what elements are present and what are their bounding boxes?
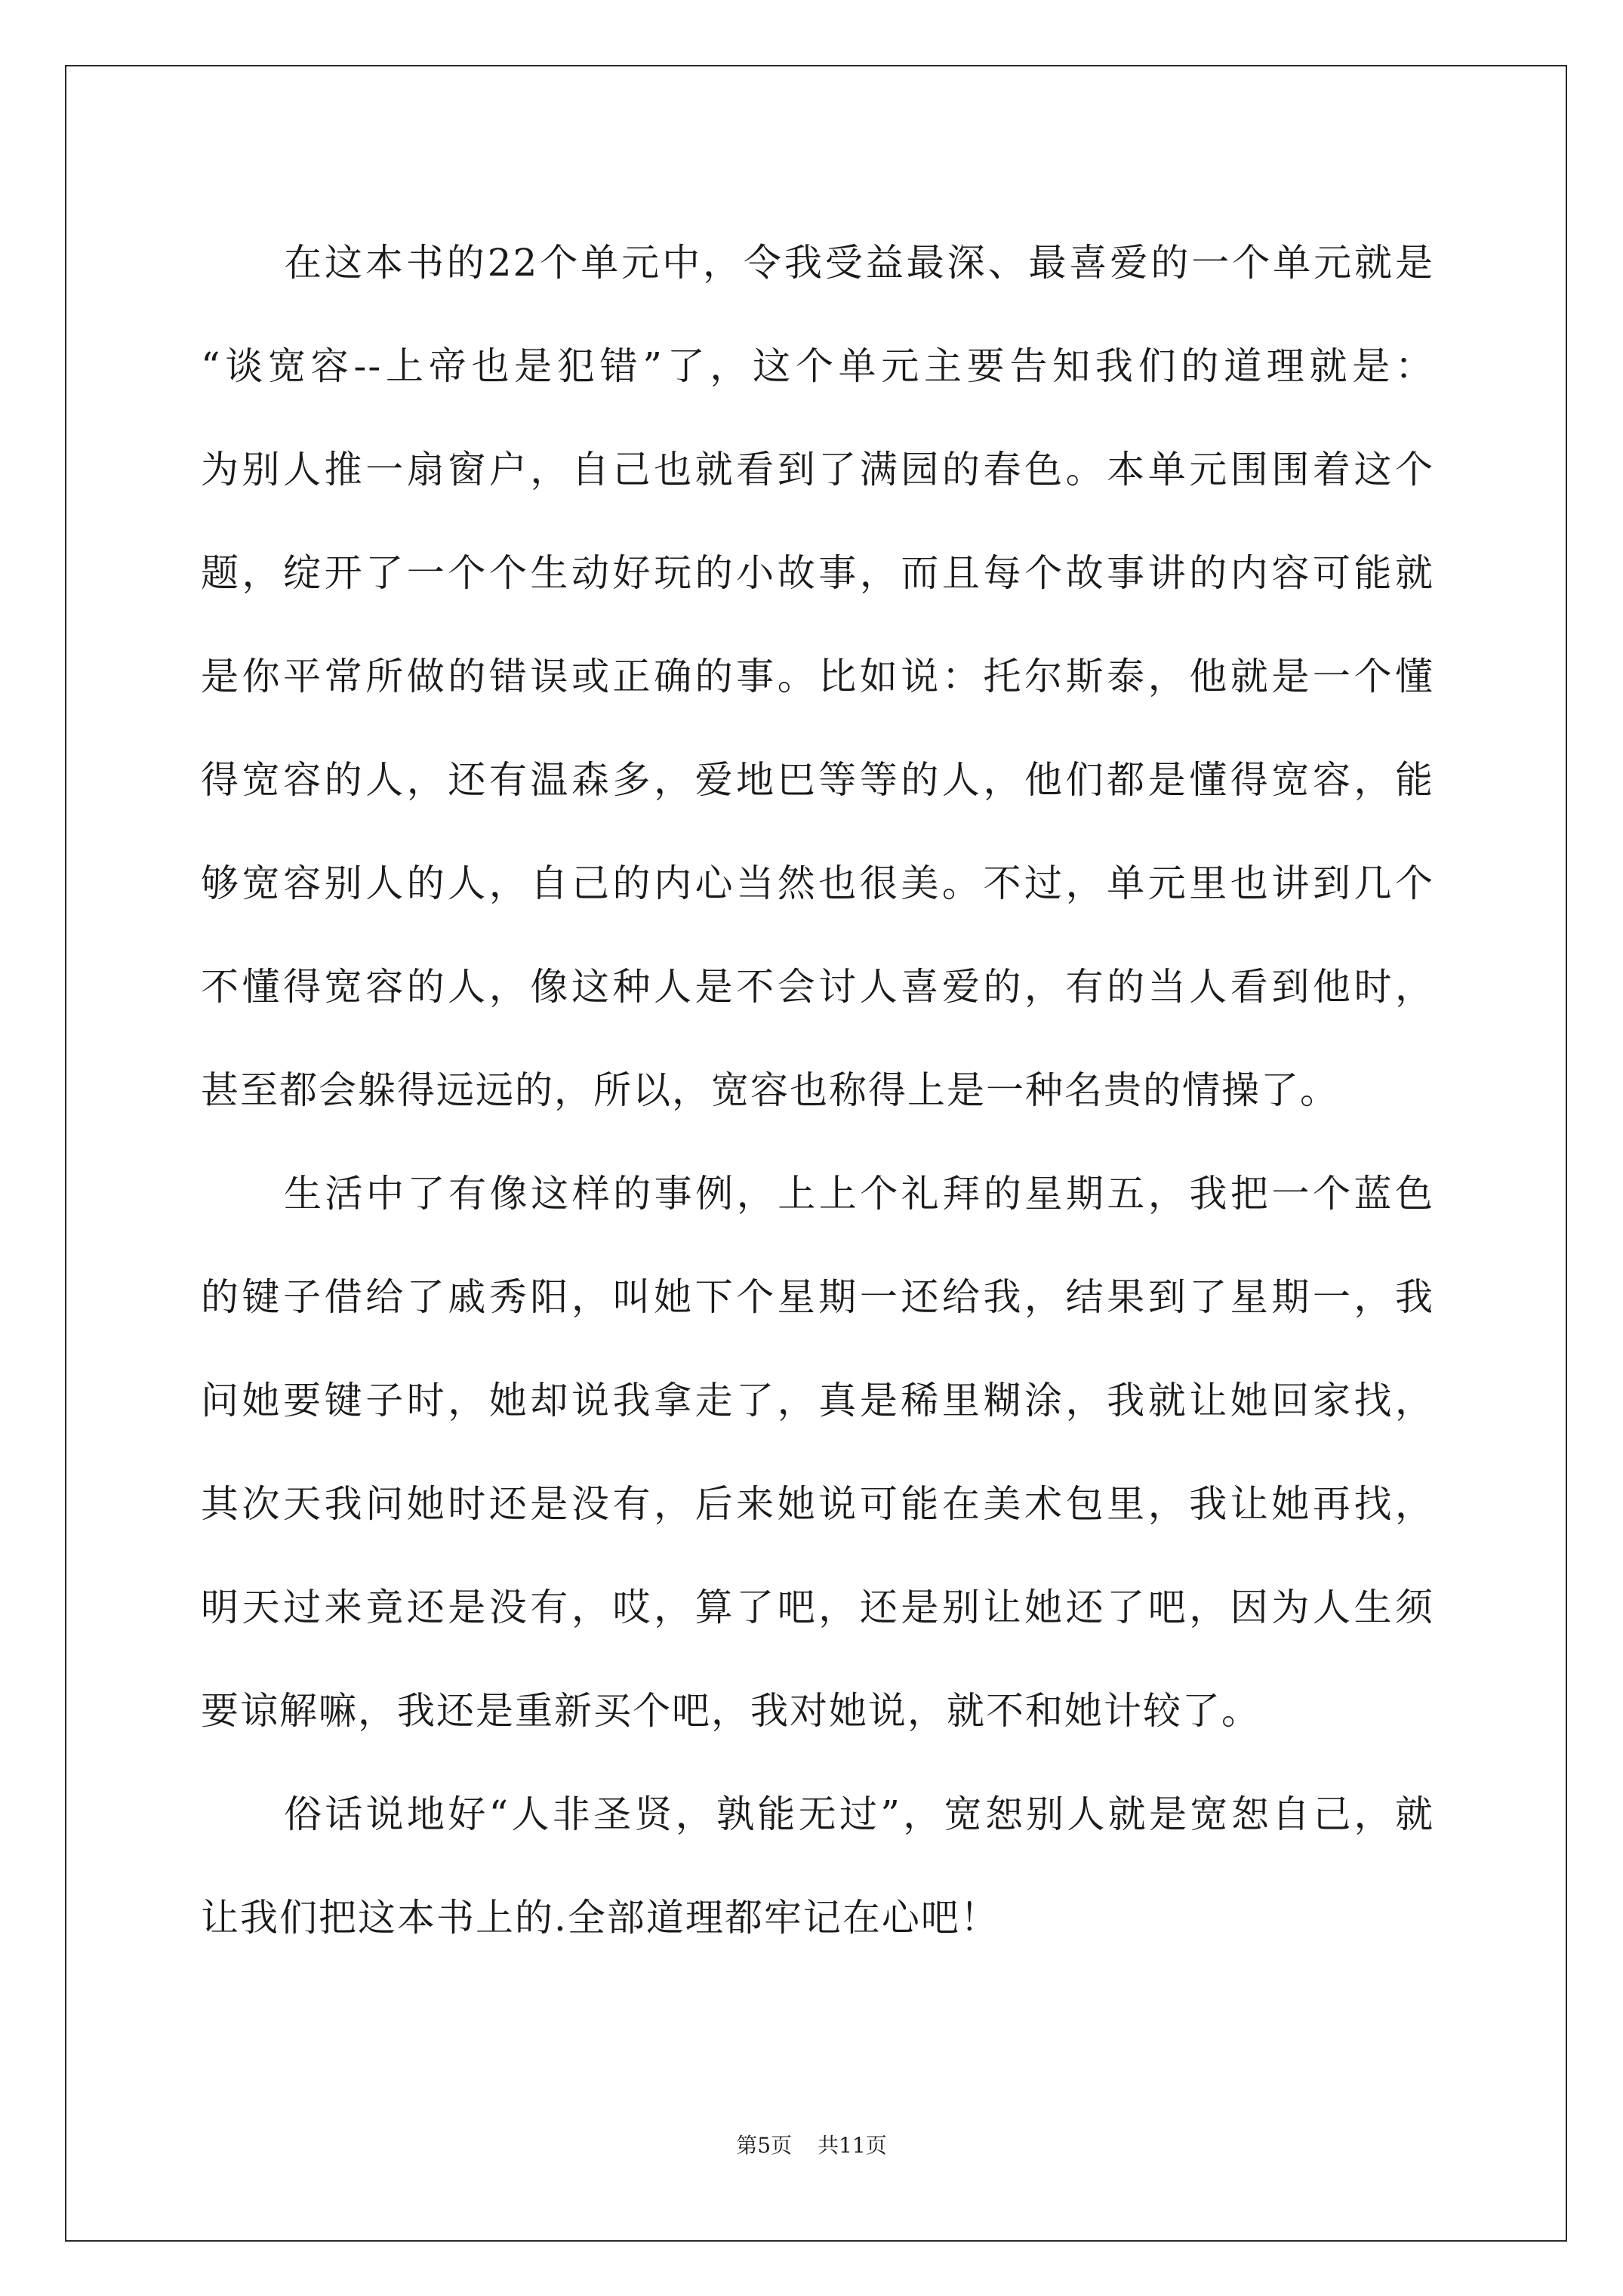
paragraph-1-line-4: 题，绽开了一个个生动好玩的小故事，而且每个故事讲的内容可能就 xyxy=(201,551,1434,595)
paragraph-1-line-3: 为别人推一扇窗户，自己也就看到了满园的春色。本单元围围着这个 xyxy=(201,448,1434,492)
paragraph-2-line-4: 其次天我问她时还是没有，后来她说可能在美术包里，我让她再找， xyxy=(201,1482,1434,1526)
paragraph-1-line-6: 得宽容的人，还有温森多，爱地巴等等的人，他们都是懂得宽容，能 xyxy=(201,758,1434,802)
paragraph-3-line-1: 俗话说地好“人非圣贤，孰能无过”，宽恕别人就是宽恕自己，就 xyxy=(284,1792,1434,1836)
paragraph-1-line-9: 甚至都会躲得远远的，所以，宽容也称得上是一种名贵的情操了。 xyxy=(201,1068,1339,1112)
paragraph-2-line-1: 生活中了有像这样的事例，上上个礼拜的星期五，我把一个蓝色 xyxy=(284,1172,1434,1216)
paragraph-1-line-2: “谈宽容--上帝也是犯错”了，这个单元主要告知我们的道理就是： xyxy=(201,344,1434,388)
page-number-current: 第5页 xyxy=(736,2133,793,2158)
page-number-total: 共11页 xyxy=(818,2133,887,2158)
paragraph-2-line-2: 的键子借给了戚秀阳，叫她下个星期一还给我，结果到了星期一，我 xyxy=(201,1275,1434,1319)
page-footer xyxy=(0,2129,1623,2159)
paragraph-3-line-2: 让我们把这本书上的.全部道理都牢记在心吧！ xyxy=(201,1896,999,1940)
paragraph-1-line-5: 是你平常所做的错误或正确的事。比如说：托尔斯泰，他就是一个懂 xyxy=(201,655,1434,698)
paragraph-1-line-8: 不懂得宽容的人，像这种人是不会讨人喜爱的，有的当人看到他时， xyxy=(201,965,1434,1009)
paragraph-1-line-7: 够宽容别人的人，自己的内心当然也很美。不过，单元里也讲到几个 xyxy=(201,861,1434,905)
paragraph-2-line-5: 明天过来竟还是没有，哎，算了吧，还是别让她还了吧，因为人生须 xyxy=(201,1586,1434,1629)
document-body xyxy=(201,211,1434,1970)
paragraph-2-line-3: 问她要键子时，她却说我拿走了，真是稀里糊涂，我就让她回家找， xyxy=(201,1379,1434,1422)
paragraph-1-line-1: 在这本书的22个单元中，令我受益最深、最喜爱的一个单元就是 xyxy=(284,241,1434,285)
paragraph-2-line-6: 要谅解嘛，我还是重新买个吧，我对她说，就不和她计较了。 xyxy=(201,1689,1261,1733)
